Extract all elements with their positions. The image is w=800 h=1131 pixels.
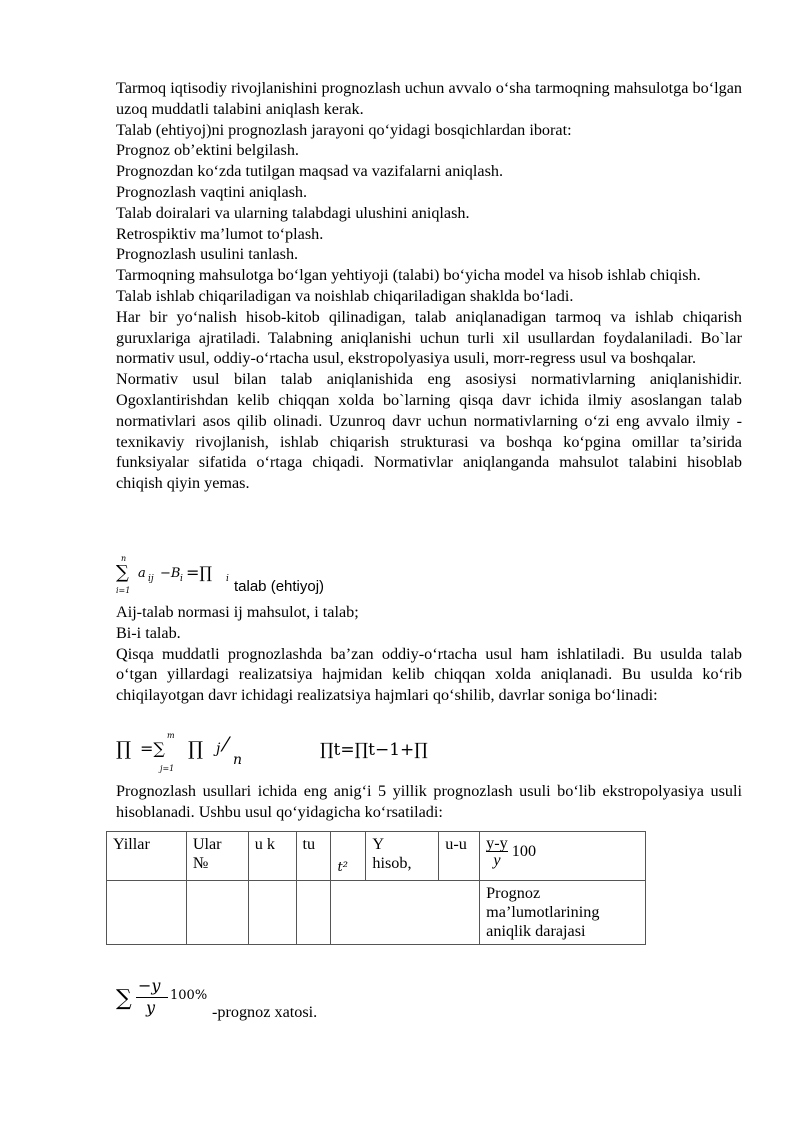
error-numerator: −y bbox=[138, 976, 161, 995]
table-header-cell: Y hisob, bbox=[366, 832, 439, 881]
avg-sum-upper: m bbox=[167, 731, 175, 740]
paragraph: Talab (ehtiyoj)ni prognozlash jarayoni qo‘yidagi bosqichlardan iborat: bbox=[116, 120, 572, 139]
table-cell bbox=[248, 881, 296, 945]
formula-talab bbox=[116, 556, 742, 598]
avg-sum-lower: j=1 bbox=[160, 764, 175, 773]
forecast-table bbox=[106, 831, 646, 945]
paragraph: Prognozlash usulini tanlash. bbox=[116, 245, 299, 264]
error-factor: 100% bbox=[170, 988, 208, 1003]
table-header-cell: u k bbox=[248, 832, 296, 881]
ratio-numerator: y-y bbox=[486, 834, 508, 852]
formula-equals-product: =∏ bbox=[186, 563, 213, 582]
paragraph: Normativ usul bilan talab aniqlanishida eng asosiysi normativlarning aniqlanishidir. Ogoxlantirishdan kelib chiqqan xolda bo`larning qisqa davr ichida ilmiy asoslangan talab normativlari asos qilib olinadi. Uzunroq davr uchun normativlarning o‘zi eng avvalo ilmiy - texnikaviy rivojlanish, ishlab chiqarish strukturasi va boshqa ko‘pgina omillar ta’sirida funksiyalar sifatida o‘rtaga chiqadi. Normativlar aniqlanganda mahsulot talabini hisoblab chiqish qiyin yemas. bbox=[116, 370, 742, 493]
error-sum-sign: ∑ bbox=[116, 986, 132, 1011]
paragraph: Prognozdan ko‘zda tutilgan maqsad va vazifalarni aniqlash. bbox=[116, 162, 504, 181]
formula-label: talab (ehtiyoj) bbox=[234, 578, 325, 595]
table-cell-accuracy: Prognoz ma’lumotlarining aniqlik darajasi bbox=[480, 881, 646, 945]
avg-equals-sum: =∑ bbox=[140, 739, 165, 758]
avg-lhs-product: ∏ bbox=[116, 738, 132, 760]
ratio-denominator: y bbox=[493, 851, 501, 869]
table-header-cell: t² bbox=[331, 832, 366, 881]
table-header-cell-ratio bbox=[480, 832, 646, 881]
sum-sign: ∑ bbox=[116, 562, 129, 583]
paragraph: Tarmoq iqtisodiy rivojlanishini prognozlash uchun avvalo o‘sha tarmoqning mahsulotga bo‘lgan uzoq muddatli talabini aniqlash kerak. bbox=[116, 79, 742, 118]
table-header-cell: Ular № bbox=[186, 832, 248, 881]
lower-text bbox=[116, 781, 742, 823]
formula-error bbox=[116, 978, 516, 1028]
paragraph: Talab doiralari va ularning talabdagi ulushini aniqlash. bbox=[116, 203, 470, 222]
avg-n: n bbox=[233, 752, 243, 768]
avg-product: ∏ bbox=[188, 738, 204, 760]
table-cell bbox=[331, 881, 480, 945]
paragraph: Bi-i talab. bbox=[116, 623, 181, 642]
paragraph: Aij-talab normasi ij mahsulot, i talab; bbox=[116, 603, 359, 621]
ratio-factor: 100 bbox=[511, 842, 537, 860]
middle-text bbox=[116, 602, 742, 706]
paragraph: Prognozlash vaqtini aniqlash. bbox=[116, 182, 308, 201]
table-header-cell: u-u bbox=[439, 832, 480, 881]
formula-minus-b: −B bbox=[160, 566, 181, 581]
recursive-formula: ∏t=∏t−1+∏ bbox=[320, 740, 428, 760]
table-header-row bbox=[107, 832, 646, 881]
intro-text bbox=[116, 78, 742, 494]
table-row bbox=[107, 881, 646, 945]
table-cell bbox=[186, 881, 248, 945]
paragraph: Retrospiktiv ma’lumot to‘plash. bbox=[116, 224, 324, 243]
table-header-cell: Yillar bbox=[107, 832, 187, 881]
avg-j: j bbox=[216, 741, 221, 757]
table-cell bbox=[107, 881, 187, 945]
avg-slash: ⁄ bbox=[224, 732, 228, 756]
formula-average bbox=[116, 732, 742, 776]
sum-lower-limit: i=1 bbox=[116, 586, 131, 595]
formula-a-sub: ij bbox=[148, 574, 154, 584]
sum-upper-limit: n bbox=[121, 554, 127, 563]
error-denominator: y bbox=[146, 998, 156, 1017]
paragraph: Prognozlash usullari ichida eng anig‘i 5 yillik prognozlash usuli bo‘lib ekstropolyasiya usuli hisoblanadi. Ushbu usul qo‘yidagicha ko‘rsatiladi: bbox=[116, 782, 742, 821]
paragraph: Har bir yo‘nalish hisob-kitob qilinadigan, talab aniqlanadigan tarmoq va ishlab chiqarish guruxlariga ajratiladi. Talabning aniqlanishi uchun turli xil usullardan foydalaniladi. Bo`lar normativ usul, oddiy-o‘rtacha usul, ekstropolyasiya usuli, morr-regress usul va boshqalar. bbox=[116, 307, 742, 368]
formula-product-sub: i bbox=[226, 574, 229, 584]
paragraph: Prognoz ob’ektini belgilash. bbox=[116, 141, 299, 160]
error-label: -prognoz xatosi. bbox=[212, 1003, 318, 1021]
table-header-cell: tu bbox=[296, 832, 331, 881]
formula-a: a bbox=[138, 566, 146, 581]
paragraph: Tarmoqning mahsulotga bo‘lgan yehtiyoji (talabi) bo‘yicha model va hisob ishlab chiqish. bbox=[116, 266, 701, 285]
table-cell bbox=[296, 881, 331, 945]
paragraph: Talab ishlab chiqariladigan va noishlab chiqariladigan shaklda bo‘ladi. bbox=[116, 286, 574, 305]
paragraph: Qisqa muddatli prognozlashda ba’zan oddiy-o‘rtacha usul ham ishlatiladi. Bu usulda talab o‘tgan yillardagi realizatsiya hajmidan kelib chiqqan xolda aniqlanadi. Bu usulda ko‘rib chiqilayotgan davr ichidagi realizatsiya hajmlari qo‘shilib, davrlar soniga bo‘linadi: bbox=[116, 644, 742, 705]
formula-b-sub: i bbox=[180, 574, 183, 584]
